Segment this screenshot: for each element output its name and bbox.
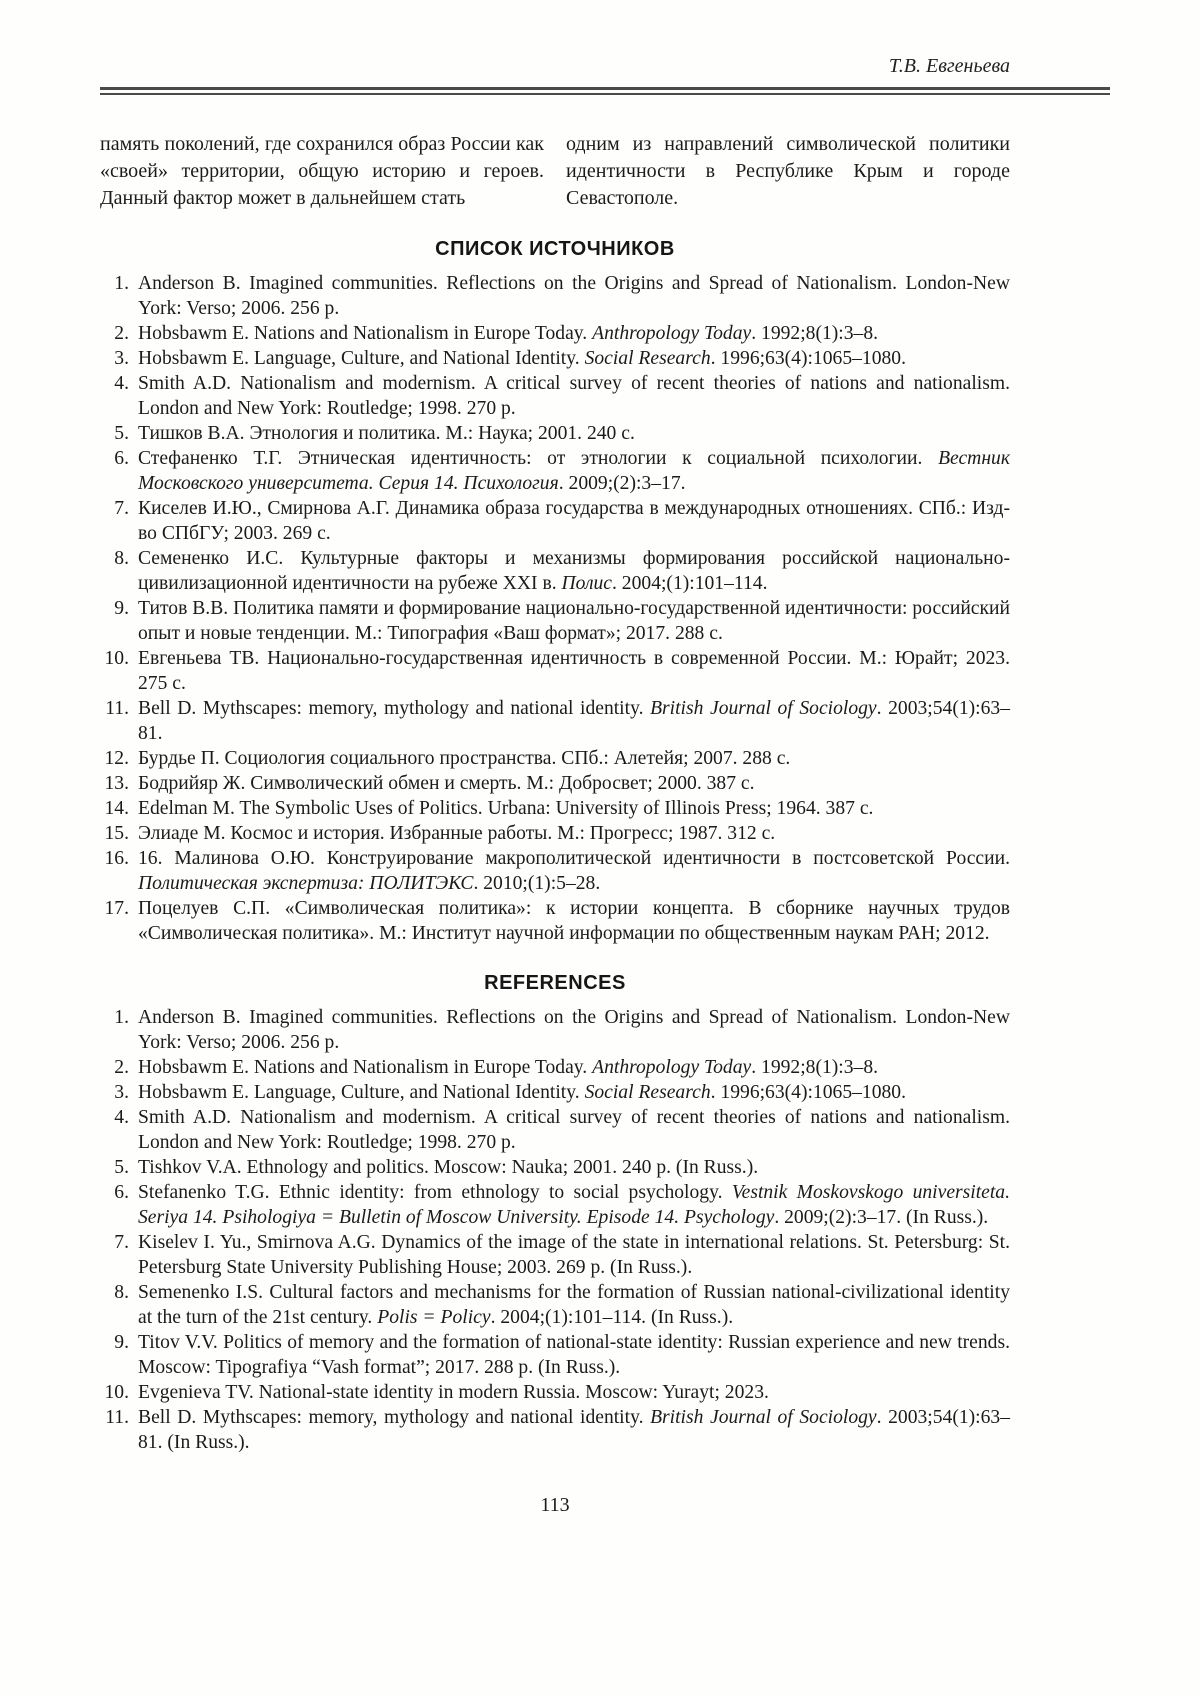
item-text-segment: Kiselev I. Yu., Smirnova A.G. Dynamics of the image of the state in international relations. St. Petersburg: St. Petersburg State University Publishing House; 2003. 269 p. (In Russ.).: [138, 1232, 1010, 1278]
reference-item: [100, 1155, 1010, 1180]
item-number: 7.: [114, 1232, 129, 1253]
item-text-segment: . 2009;(2):3–17. (In Russ.).: [774, 1207, 989, 1228]
item-text: [138, 1330, 1010, 1380]
reference-item: [100, 846, 1010, 896]
item-text: [138, 896, 1010, 946]
item-text-segment: Hobsbawm E. Nations and Nationalism in Europe Today.: [138, 1057, 593, 1078]
item-text-segment: Bell D. Mythscapes: memory, mythology and national identity.: [138, 698, 651, 719]
reference-item: [100, 696, 1010, 746]
item-text-segment: Титов В.В. Политика памяти и формирование национально-государственной идентичности: российский опыт и новые тенденции. М.: Типография «Ваш формат»; 2017. 288 с.: [138, 598, 1010, 644]
item-number: 9.: [114, 598, 129, 619]
reference-item: [100, 1080, 1010, 1105]
item-text-segment: Anderson B. Imagined communities. Reflections on the Origins and Spread of Nationalism. London-New York: Verso; 2006. 256 p.: [138, 273, 1010, 319]
item-text-segment: . 1996;63(4):1065–1080.: [710, 348, 907, 369]
item-number: 2.: [114, 323, 129, 344]
item-number: 3.: [114, 348, 129, 369]
item-text-segment: . 2010;(1):5–28.: [473, 873, 601, 894]
item-text: [138, 1155, 1010, 1180]
item-text-segment: Тишков В.А. Этнология и политика. М.: Наука; 2001. 240 с.: [138, 423, 635, 444]
reference-item: [100, 446, 1010, 496]
item-number: 6.: [114, 448, 129, 469]
item-number: 17.: [104, 898, 129, 919]
item-text: [138, 546, 1010, 596]
page-number: 113: [540, 1494, 570, 1516]
section-title-references: REFERENCES: [484, 972, 626, 994]
item-text: [138, 446, 1010, 496]
item-text-segment: Hobsbawm E. Language, Culture, and National Identity.: [138, 348, 585, 369]
item-number: 8.: [114, 548, 129, 569]
item-text-italic-segment: Вестник Московского университета. Серия 14. Психология: [138, 448, 1010, 494]
reference-item: [100, 771, 1010, 796]
item-text: [138, 696, 1010, 746]
item-text-segment: . 2004;(1):101–114.: [612, 573, 768, 594]
item-text-italic-segment: Anthropology Today: [592, 1057, 752, 1078]
reference-item: [100, 1180, 1010, 1230]
item-text: [138, 1280, 1010, 1330]
item-text-italic-segment: British Journal of Sociology: [650, 1407, 877, 1428]
item-number: 3.: [114, 1082, 129, 1103]
item-text-italic-segment: Vestnik Moskovskogo universiteta. Seriya 14. Psihologiya = Bulletin of Moscow University. Episode 14. Psychology: [138, 1182, 1010, 1228]
item-number: 11.: [105, 698, 129, 719]
item-text-italic-segment: British Journal of Sociology: [650, 698, 877, 719]
reference-item: [100, 746, 1010, 771]
item-text-italic-segment: Social Research: [584, 1082, 711, 1103]
item-text-segment: Smith A.D. Nationalism and modernism. A critical survey of recent theories of nations and nationalism. London and New York: Routledge; 1998. 270 p.: [138, 1107, 1010, 1153]
item-text-segment: Hobsbawm E. Language, Culture, and National Identity.: [138, 1082, 585, 1103]
item-number: 2.: [114, 1057, 129, 1078]
item-text-segment: Titov V.V. Politics of memory and the formation of national-state identity: Russian experience and new trends. Moscow: Tipografiya “Vash format”; 2017. 288 p. (In Russ.).: [138, 1332, 1010, 1378]
item-text-segment: Stefanenko T.G. Ethnic identity: from ethnology to social psychology.: [138, 1182, 732, 1203]
item-text: [138, 371, 1010, 421]
item-text-segment: . 2004;(1):101–114. (In Russ.).: [490, 1307, 734, 1328]
item-text-segment: Евгеньева ТВ. Национально-государственная идентичность в современной России. М.: Юрайт; 2023. 275 с.: [138, 648, 1010, 694]
item-text-segment: Evgenieva TV. National-state identity in modern Russia. Moscow: Yurayt; 2023.: [138, 1382, 769, 1403]
reference-item: [100, 1405, 1010, 1455]
item-text: [138, 496, 1010, 546]
item-text-segment: Bell D. Mythscapes: memory, mythology and national identity.: [138, 1407, 651, 1428]
reference-item: [100, 896, 1010, 946]
item-number: 1.: [114, 273, 129, 294]
reference-item: [100, 271, 1010, 321]
item-text-segment: Tishkov V.A. Ethnology and politics. Moscow: Nauka; 2001. 240 p. (In Russ.).: [138, 1157, 759, 1178]
item-text-segment: Hobsbawm E. Nations and Nationalism in Europe Today.: [138, 323, 593, 344]
item-text: [138, 821, 1010, 846]
intro-left-column: память поколений, где сохранился образ России как «своей» территории, общую историю и героев. Данный фактор может в дальнейшем стать: [100, 133, 544, 209]
sources-list: [100, 271, 1010, 946]
item-text-italic-segment: Политическая экспертиза: ПОЛИТЭКС: [138, 873, 474, 894]
item-text: [138, 271, 1010, 321]
item-text-segment: Семененко И.С. Культурные факторы и механизмы формирования российской национально-цивилизационной идентичности на рубеже XXI в.: [138, 548, 1010, 594]
item-number: 12.: [104, 748, 129, 769]
reference-item: [100, 596, 1010, 646]
section-sources: [100, 238, 1110, 946]
intro-right-column: одним из направлений символической политики идентичности в Республике Крым и городе Севастополе.: [566, 133, 1010, 209]
reference-item: [100, 346, 1010, 371]
item-text-segment: Киселев И.Ю., Смирнова А.Г. Динамика образа государства в международных отношениях. СПб.: Изд-во СПбГУ; 2003. 269 с.: [138, 498, 1010, 544]
item-text-segment: Semenenko I.S. Cultural factors and mechanisms for the formation of Russian national-civilizational identity at the turn of the 21st century.: [138, 1282, 1010, 1328]
item-text: [138, 746, 1010, 771]
item-text-segment: Бурдье П. Социология социального пространства. СПб.: Алетейя; 2007. 288 с.: [138, 748, 791, 769]
reference-item: [100, 1105, 1010, 1155]
item-number: 4.: [114, 1107, 129, 1128]
running-head-author: Т.В. Евгеньева: [888, 55, 1010, 77]
item-number: 7.: [114, 498, 129, 519]
page-header: [100, 54, 1110, 95]
reference-item: [100, 371, 1010, 421]
item-text-italic-segment: Anthropology Today: [592, 323, 752, 344]
item-number: 13.: [104, 773, 129, 794]
item-number: 10.: [104, 1382, 129, 1403]
item-text: [138, 1230, 1010, 1280]
item-text-italic-segment: Polis = Policy: [377, 1307, 491, 1328]
item-number: 14.: [104, 798, 129, 819]
item-text: [138, 1105, 1010, 1155]
item-text-segment: . 1992;8(1):3–8.: [751, 323, 879, 344]
item-number: 6.: [114, 1182, 129, 1203]
item-text-segment: Edelman M. The Symbolic Uses of Politics. Urbana: University of Illinois Press; 1964. 387 с.: [138, 798, 874, 819]
item-text-segment: Anderson B. Imagined communities. Reflections on the Origins and Spread of Nationalism. London-New York: Verso; 2006. 256 p.: [138, 1007, 1010, 1053]
item-text: [138, 771, 1010, 796]
item-number: 9.: [114, 1332, 129, 1353]
item-number: 10.: [104, 648, 129, 669]
item-number: 11.: [105, 1407, 129, 1428]
item-number: 5.: [114, 1157, 129, 1178]
reference-item: [100, 321, 1010, 346]
item-text: [138, 346, 1010, 371]
item-text: [138, 321, 1010, 346]
item-text: [138, 1005, 1010, 1055]
header-double-rule: [100, 87, 1110, 95]
reference-item: [100, 796, 1010, 821]
item-text: [138, 646, 1010, 696]
section-references: [100, 972, 1110, 1455]
reference-item: [100, 1280, 1010, 1330]
item-text-segment: . 2003;54(1):63–81. (In Russ.).: [138, 1407, 1011, 1453]
item-text: [138, 421, 1010, 446]
item-number: 4.: [114, 373, 129, 394]
item-text: [138, 796, 1010, 821]
item-text-segment: . 1992;8(1):3–8.: [751, 1057, 879, 1078]
reference-item: [100, 546, 1010, 596]
item-text-segment: Стефаненко Т.Г. Этническая идентичность: от этнологии к социальной психологии.: [138, 448, 939, 469]
reference-item: [100, 1380, 1010, 1405]
reference-item: [100, 1230, 1010, 1280]
section-title-sources: СПИСОК ИСТОЧНИКОВ: [435, 238, 675, 260]
item-text-segment: . 1996;63(4):1065–1080.: [710, 1082, 907, 1103]
item-text-segment: . 2009;(2):3–17.: [558, 473, 686, 494]
item-number: 1.: [114, 1007, 129, 1028]
item-text-segment: Smith A.D. Nationalism and modernism. A critical survey of recent theories of nations and nationalism. London and New York: Routledge; 1998. 270 p.: [138, 373, 1010, 419]
item-number: 16.: [104, 848, 129, 869]
item-text: [138, 1080, 1010, 1105]
reference-item: [100, 1330, 1010, 1380]
item-text: [138, 846, 1010, 896]
item-number: 15.: [104, 823, 129, 844]
item-text: [138, 1380, 1010, 1405]
item-text: [138, 596, 1010, 646]
item-text-segment: Бодрийяр Ж. Символический обмен и смерть. М.: Добросвет; 2000. 387 с.: [138, 773, 755, 794]
item-number: 8.: [114, 1282, 129, 1303]
item-text-segment: Элиаде М. Космос и история. Избранные работы. М.: Прогресс; 1987. 312 с.: [138, 823, 776, 844]
reference-item: [100, 496, 1010, 546]
reference-item: [100, 646, 1010, 696]
item-text: [138, 1180, 1010, 1230]
reference-item: [100, 1055, 1010, 1080]
item-number: 5.: [114, 423, 129, 444]
reference-item: [100, 1005, 1010, 1055]
item-text-italic-segment: Social Research: [584, 348, 711, 369]
item-text-segment: . 2003;54(1):63–81.: [138, 698, 1011, 744]
item-text-segment: 16. Малинова О.Ю. Конструирование макрополитической идентичности в постсоветской России.: [138, 848, 1010, 869]
item-text: [138, 1055, 1010, 1080]
references-list: [100, 1005, 1010, 1455]
item-text: [138, 1405, 1010, 1455]
reference-item: [100, 821, 1010, 846]
item-text-italic-segment: Полис: [561, 573, 612, 594]
item-text-segment: Поцелуев С.П. «Символическая политика»: к истории концепта. В сборнике научных трудов «Символическая политика». М.: Институт научной информации по общественным наукам РАН; 2012.: [138, 898, 1010, 944]
reference-item: [100, 421, 1010, 446]
intro-two-column-text: [100, 131, 1010, 212]
